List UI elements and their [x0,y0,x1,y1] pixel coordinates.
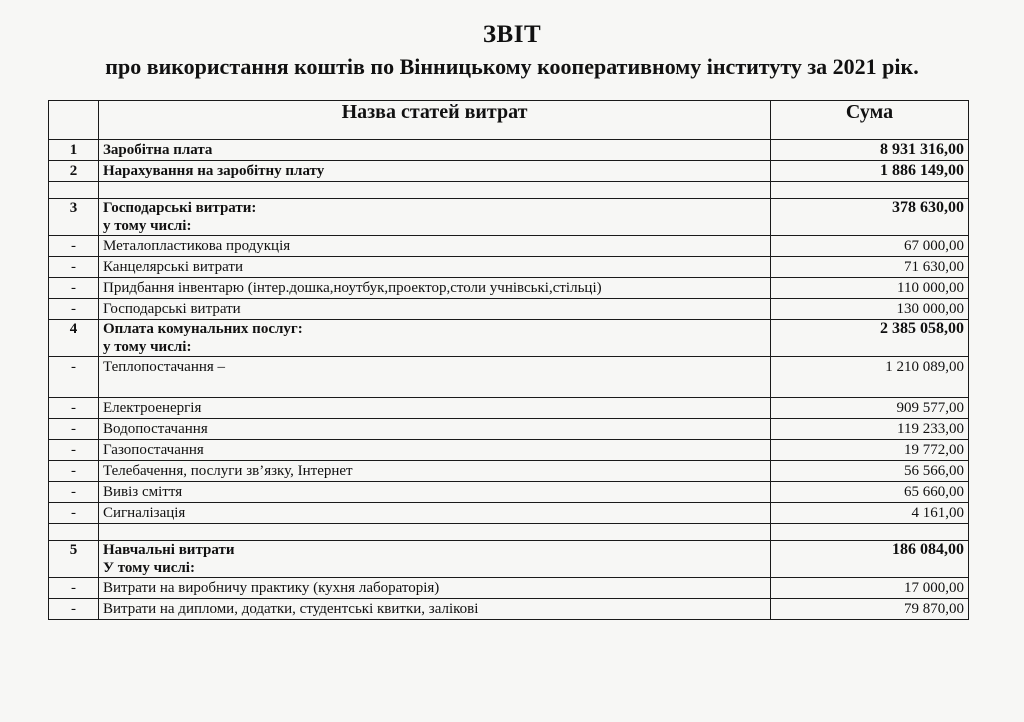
row-sum: 79 870,00 [771,599,969,620]
row-name [99,320,771,357]
row-name-text: Витрати на дипломи, додатки, студентські квитки, залікові [103,601,479,617]
row-sum: 2 385 058,00 [771,320,969,357]
row-number [49,524,99,541]
row-name [99,440,771,461]
row-sum: 378 630,00 [771,199,969,236]
row-sum: 56 566,00 [771,461,969,482]
table-row [49,482,969,503]
table-row [49,524,969,541]
row-number: 3 [49,199,99,236]
row-name [99,398,771,419]
header-name: Назва статей витрат [99,101,771,140]
row-name-text: Нарахування на заробітну плату [103,163,325,179]
row-name-subtext: у тому числі: [103,218,192,234]
table-row [49,182,969,199]
row-number: - [49,482,99,503]
row-number: 1 [49,140,99,161]
row-name [99,461,771,482]
row-name [99,524,771,541]
report-title: ЗВІТ [482,21,542,48]
table-row [49,257,969,278]
table-row [49,461,969,482]
table-row [49,599,969,620]
header-number [49,101,99,140]
row-name [99,578,771,599]
row-name-text: Електроенергія [103,400,202,416]
row-sum: 1 210 089,00 [771,357,969,398]
row-sum: 67 000,00 [771,236,969,257]
row-name [99,482,771,503]
row-sum [771,182,969,199]
table-row [49,419,969,440]
row-name-text: Господарські витрати: [103,200,257,216]
row-name [99,503,771,524]
report-subtitle: про використання коштів по Вінницькому кооперативному інституту за 2021 рік. [105,54,919,79]
table-row [49,278,969,299]
row-name [99,357,771,398]
table-row [49,578,969,599]
row-name-text: Металопластикова продукція [103,238,291,254]
table-row [49,357,969,398]
header-sum: Сума [771,101,969,140]
row-name [99,299,771,320]
table-row [49,199,969,236]
row-name-text: Заробітна плата [103,142,213,158]
row-name-subtext: У тому числі: [103,560,195,576]
row-number: - [49,278,99,299]
row-name [99,199,771,236]
row-name-text: Газопостачання [103,442,204,458]
row-number: - [49,503,99,524]
row-name [99,140,771,161]
row-number: 5 [49,541,99,578]
row-name [99,182,771,199]
row-number: - [49,599,99,620]
row-sum: 119 233,00 [771,419,969,440]
row-number: 2 [49,161,99,182]
row-sum: 71 630,00 [771,257,969,278]
row-number: - [49,440,99,461]
row-sum: 110 000,00 [771,278,969,299]
row-number: - [49,299,99,320]
table-header-row [49,101,969,140]
row-sum: 1 886 149,00 [771,161,969,182]
row-name-text: Вивіз сміття [103,484,183,500]
row-number [49,182,99,199]
expenses-table [48,100,969,620]
row-number: - [49,357,99,398]
row-sum: 8 931 316,00 [771,140,969,161]
row-name-text: Телебачення, послуги зв’язку, Інтернет [103,463,353,479]
row-name-text: Господарські витрати [103,301,241,317]
row-name [99,541,771,578]
table-row [49,320,969,357]
table-row [49,398,969,419]
row-name [99,161,771,182]
row-sum: 130 000,00 [771,299,969,320]
row-name-text: Канцелярські витрати [103,259,243,275]
row-name [99,278,771,299]
row-number: - [49,578,99,599]
row-name-text: Водопостачання [103,421,208,437]
table-row [49,140,969,161]
row-number: - [49,461,99,482]
row-name-subtext: у тому числі: [103,339,192,355]
row-sum: 4 161,00 [771,503,969,524]
row-name-text: Сигналізація [103,505,186,521]
row-number: - [49,419,99,440]
row-name [99,419,771,440]
row-number: - [49,257,99,278]
row-sum: 19 772,00 [771,440,969,461]
row-number: - [49,236,99,257]
row-name-text: Теплопостачання – [103,359,226,375]
row-name [99,257,771,278]
row-name-text: Витрати на виробничу практику (кухня лабораторія) [103,580,440,596]
row-sum [771,524,969,541]
row-number: - [49,398,99,419]
table-row [49,299,969,320]
row-name-text: Навчальні витрати [103,542,235,558]
row-sum: 65 660,00 [771,482,969,503]
row-sum: 909 577,00 [771,398,969,419]
table-row [49,236,969,257]
row-name [99,236,771,257]
row-number: 4 [49,320,99,357]
table-row [49,541,969,578]
row-name-text: Оплата комунальних послуг: [103,321,303,337]
table-body [49,140,969,620]
table-row [49,440,969,461]
row-sum: 17 000,00 [771,578,969,599]
table-row [49,503,969,524]
table-row [49,161,969,182]
row-name [99,599,771,620]
row-name-text: Придбання інвентарю (інтер.дошка,ноутбук,проектор,столи учнівські,стільці) [103,280,602,296]
row-sum: 186 084,00 [771,541,969,578]
